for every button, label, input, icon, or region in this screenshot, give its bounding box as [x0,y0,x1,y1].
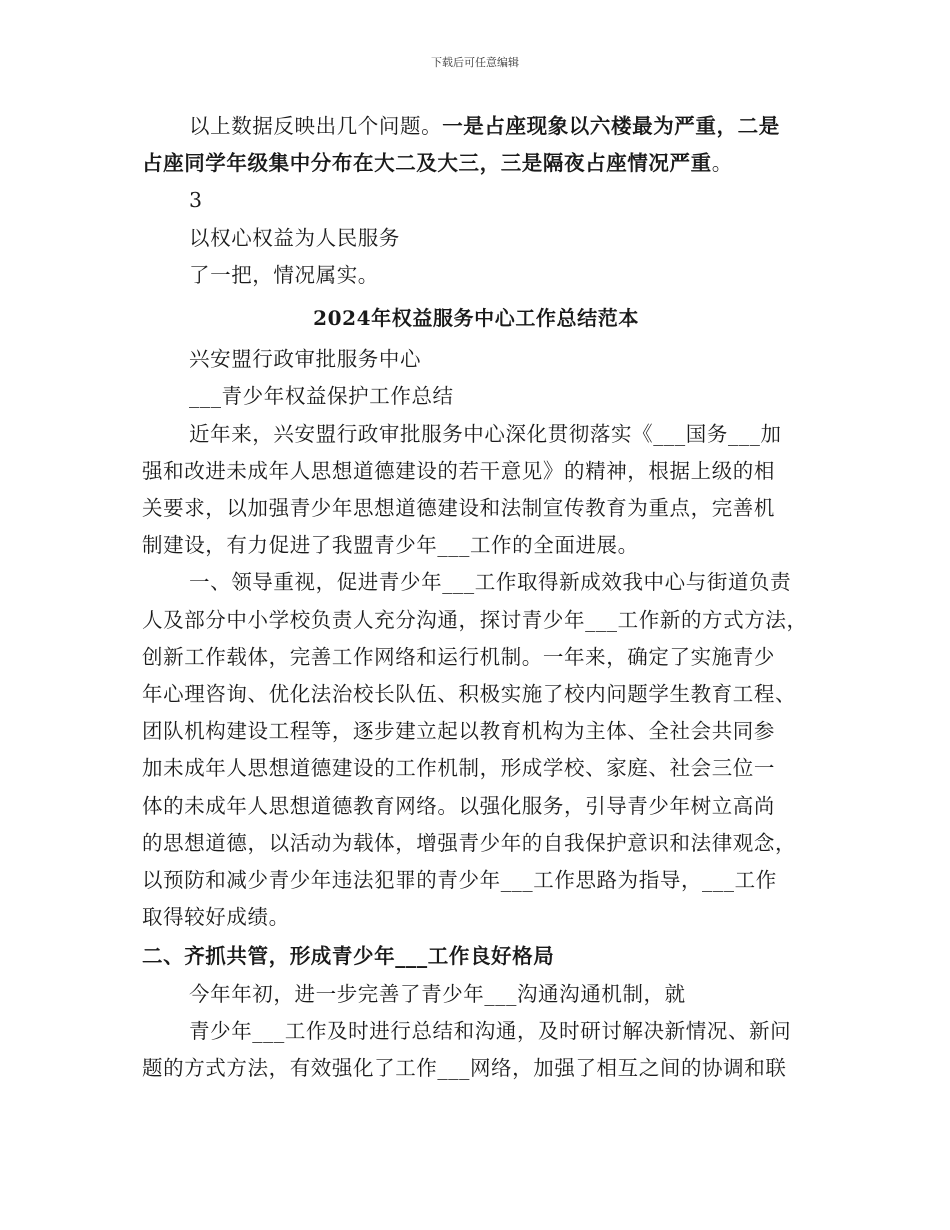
summary-bold-1: 一是占座现象以六楼最为严重，二是 [442,114,780,138]
para3-line: 人及部分中小学校负责人充分沟通，探讨青少年___工作新的方式方法， [142,607,808,632]
line-note: 了一把，情况属实。 [189,262,379,287]
section-heading-2: 二、齐抓共管，形成青少年___工作良好格局 [142,944,555,969]
line-motto: 以权心权益为人民服务 [189,225,400,250]
para4-line: 题的方式方法，有效强化了工作___网络，加强了相互之间的协调和联 [142,1056,787,1081]
document-title: 2024年权益服务中心工作总结范本 [313,306,639,331]
para3-line: 一、领导重视，促进青少年___工作取得新成效我中心与街道负责 [189,570,792,595]
para3-line: 团队机构建设工程等，逐步建立起以教育机构为主体、全社会共同参 [142,719,775,744]
summary-lead: 以上数据反映出几个问题。 [189,114,443,138]
para3-line: 体的未成年人思想道德教育网络。以强化服务，引导青少年树立高尚 [142,793,775,818]
document-subtitle: ___青少年权益保护工作总结 [189,384,454,409]
page-header-note: 下载后可任意编辑 [431,56,519,69]
para4-line: 今年年初，进一步完善了青少年___沟通沟通机制，就 [189,981,686,1006]
para2-line: 制建设，有力促进了我盟青少年___工作的全面进展。 [142,533,639,558]
para4-line: 青少年___工作及时进行总结和沟通，及时研讨解决新情况、新问 [189,1018,792,1043]
para3-line: 取得较好成绩。 [142,905,290,930]
section-number: 3 [189,188,203,213]
document-body [142,108,810,1087]
para3-line: 加未成年人思想道德建设的工作机制，形成学校、家庭、社会三位一 [142,756,775,781]
para3-line: 以预防和减少青少年违法犯罪的青少年___工作思路为指导，___工作 [142,868,777,893]
summary-bold-2: 占座同学年级集中分布在大二及大三，三是隔夜占座情况严重 [142,151,712,176]
para2-line: 强和改进未成年人思想道德建设的若干意见》的精神，根据上级的相 [142,458,775,483]
paragraph-summary-line-1 [142,108,810,145]
para2-line: 近年来，兴安盟行政审批服务中心深化贯彻落实《___国务___加 [189,421,782,446]
para3-line: 创新工作载体，完善工作网络和运行机制。一年来，确定了实施青少 [142,644,775,669]
paragraph-summary-line-2 [142,145,810,182]
para2-line: 关要求，以加强青少年思想道德建设和法制宣传教育为重点，完善机 [142,496,775,521]
summary-tail: 。 [711,151,733,176]
para3-line: 年心理咨询、优化法治校长队伍、积极实施了校内问题学生教育工程、 [142,682,797,707]
para3-line: 的思想道德，以活动为载体，增强青少年的自我保护意识和法律观念， [142,830,797,855]
organization-name: 兴安盟行政审批服务中心 [189,347,422,372]
